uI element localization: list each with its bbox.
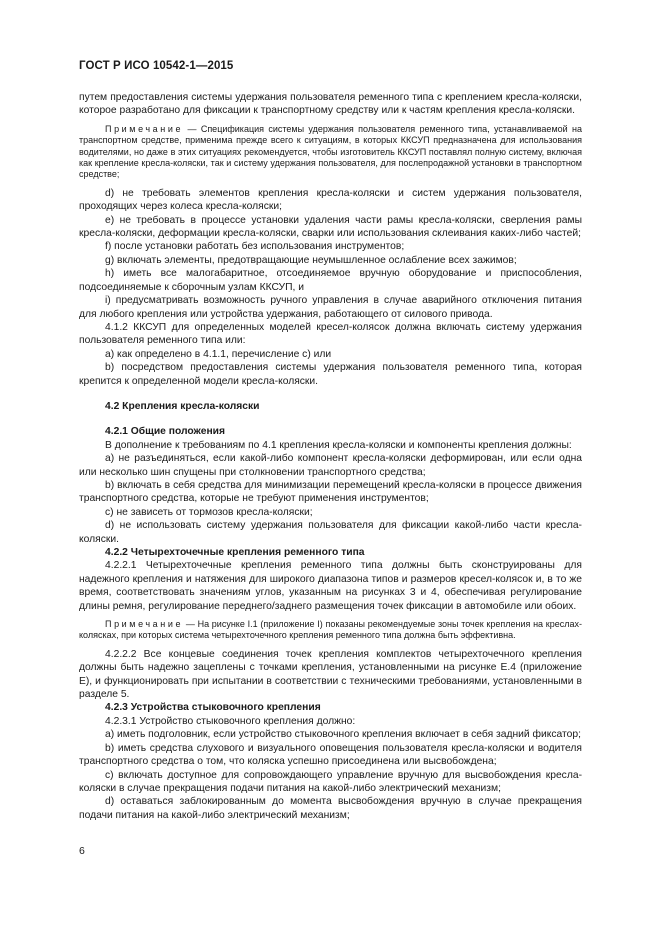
list-item: e) не требовать в процессе установки удаления части рамы кресла-коляски, сверления рамы кресла-коляски, деформации кресла-коляски, сварки или использования склеивания каких-либо частей; [79, 214, 582, 240]
list-item: d) не требовать элементов крепления кресла-коляски и систем удержания пользователя, проходящих через колеса кресла-коляски; [79, 187, 582, 213]
list-item: a) не разъединяться, если какой-либо компонент кресла-коляски деформирован, или если одна или несколько шин спущены при столкновении транспортного средства; [79, 453, 582, 478]
list-item: b) иметь средства слухового и визуального оповещения пользователя кресла-коляски и водителя транспортного средства о том, что коляска успешно присоединена или высвобождена; [79, 742, 582, 768]
list-item: c) не зависеть от тормозов кресла-коляски; [105, 506, 313, 518]
list-item: d) оставаться заблокированным до момента высвобождения вручную в случае прекращения подачи питания на какой-либо электрический механизм; [79, 796, 582, 821]
paragraph: В дополнение к требованиям по 4.1 крепления кресла-коляски и компоненты крепления должны: [105, 439, 572, 451]
note-text: — На рисунке I.1 (приложение I) показаны рекомендуемые зоны точек крепления на креслах-колясках, при которых система четырехточечного крепления ременного типа должна быть эффективна. [79, 619, 582, 641]
list-item: f) после установки работать без использования инструментов; [105, 241, 405, 253]
note-paragraph [79, 124, 582, 181]
note-label: Примечание [105, 123, 184, 134]
document-header: ГОСТ Р ИСО 10542-1—2015 [79, 60, 234, 72]
paragraph: путем предоставления системы удержания пользователя ременного типа с креплением кресла-коляски, которое разработано для фиксации к транспортному средству или к частям крепления кресла-коляски. [79, 92, 582, 117]
note-text: — Спецификация системы удержания пользователя ременного типа, устанавливаемой на транспортном средстве, применима прежде всего к ситуациям, в которых ККСУП предназначена для использования водителями, но даже в этих ситуациях рекомендуется, чтобы изготовитель ККСУП поставлял полную систему, включая как крепление кресла-коляски, так и систему удержания пользователя, для послепродажной установки в транспортном средстве; [79, 123, 582, 180]
paragraph: 4.2.3.1 Устройство стыковочного крепления должно: [105, 715, 356, 727]
subsection-heading: 4.2.2 Четырехточечные крепления ременного типа [105, 547, 365, 558]
list-item: g) включать элементы, предотвращающие неумышленное ослабление всех зажимов; [105, 254, 517, 266]
list-item: b) включать в себя средства для минимизации перемещений кресла-коляски в процессе движения транспортного средства, которые не требуют применения инструментов; [79, 479, 582, 505]
document-body [79, 91, 582, 822]
paragraph: 4.2.2.1 Четырехточечные крепления ременного типа должны быть сконструированы для надежного крепления и натяжения для широкого диапазона типов и размеров кресел-колясок и, в то же время, соответствовать значениям углов, указанным на рисунках 3 и 4, обеспечивая регулирование длины ремня, регулирование переднего/заднего размещения точек фиксации в автомобиле или обоих. [79, 560, 582, 612]
subsection-heading: 4.2.3 Устройства стыковочного крепления [105, 702, 321, 714]
page-number: 6 [79, 845, 85, 857]
list-item: c) включать доступное для сопровождающего управление вручную для высвобождения кресла-коляски в случае прекращения подачи питания на какой-либо электрический механизм; [79, 769, 582, 794]
paragraph: 4.2.2.2 Все концевые соединения точек крепления комплектов четырехточечного крепления должны быть надежно зацеплены с точками крепления, установленными на рисунке Е.4 (приложение Е), и функционировать при испытании в соответствии с техническими требованиями, установленными в разделе 5. [79, 648, 582, 701]
note-label: Примечание [105, 619, 184, 630]
list-item: b) посредством предоставления системы удержания пользователя ременного типа, которая крепится к определенной модели кресла-коляски. [79, 362, 582, 387]
list-item: a) как определено в 4.1.1, перечисление с) или [105, 348, 332, 360]
list-item: d) не использовать систему удержания пользователя для фиксации какой-либо части кресла-коляски. [79, 520, 582, 545]
paragraph: 4.1.2 ККСУП для определенных моделей кресел-колясок должна включать систему удержания пользователя ременного типа или: [79, 321, 582, 347]
list-item: h) иметь все малогабаритное, отсоединяемое вручную оборудование и приспособления, подсоединяемые к сборочным узлам ККСУП, и [79, 268, 582, 293]
note-paragraph [79, 619, 582, 642]
section-heading: 4.2 Крепления кресла-коляски [105, 400, 260, 412]
list-item: i) предусматривать возможность ручного управления в случае аварийного отключения питания для любого крепления или устройства удержания, работающего от силового привода. [79, 295, 582, 320]
subsection-heading: 4.2.1 Общие положения [105, 426, 225, 438]
list-item: a) иметь подголовник, если устройство стыковочного крепления включает в себя задний фиксатор; [105, 729, 581, 741]
